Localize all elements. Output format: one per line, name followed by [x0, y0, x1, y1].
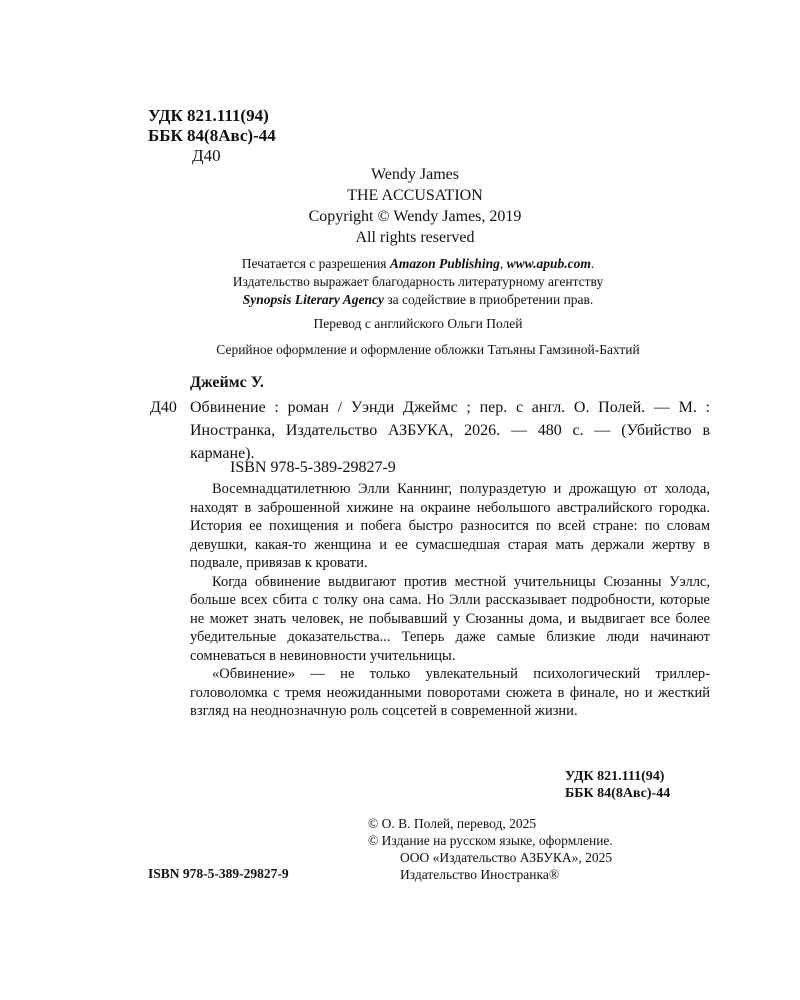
permission-line-2: Издательство выражает благодарность литературному агентству: [232, 274, 604, 289]
design-credit: Серийное оформление и оформление обложки Татьяны Гамзиной-Бахтий: [216, 342, 640, 357]
agency-text: за содействие в приобретении прав.: [383, 292, 594, 307]
catalog-author: Джеймс У.: [190, 374, 264, 391]
publisher-copyright: ООО «Издательство АЗБУКА», 2025: [400, 850, 613, 865]
classification-codes-top: [148, 106, 276, 166]
translator-credit: Перевод с английского Ольги Полей: [313, 316, 523, 331]
catalog-code: Д40: [150, 399, 177, 416]
permission-line-3: [148, 291, 688, 309]
rights-reserved: All rights reserved: [355, 229, 475, 246]
bbk-code-bottom: ББК 84(8Авс)-44: [565, 786, 671, 801]
imprint-trademark: Издательство Иностранка®: [400, 867, 560, 882]
agency-name: Synopsis Literary Agency: [242, 292, 384, 307]
permission-line-1: [148, 255, 688, 273]
bibliographic-description: Обвинение : роман / Уэнди Джеймс ; пер. с англ. О. Полей. — М. : Иностранка, Издательство АЗБУКА, 2026. — 480 с. — (Убийство в кармане).: [190, 399, 710, 462]
edition-copyright: © Издание на русском языке, оформление.: [368, 833, 613, 848]
original-author: Wendy James: [370, 166, 460, 183]
annotation: [190, 480, 710, 721]
permission-text: Печатается с разрешения: [241, 256, 390, 271]
udk-code: УДК 821.111(94): [148, 106, 269, 125]
author-index: Д40: [192, 146, 221, 165]
annotation-paragraph: Восемнадцатилетнюю Элли Каннинг, полураздетую и дрожащую от холода, находят в заброшенной хижине на окраине небольшого австралийского городка. История ее похищения и побега быстро разносится по всей стране: по словам девушки, какая-то женщина и ее сумасшедшая старая мать держали жертву в подвале, привязав к кровати.: [190, 481, 710, 571]
udk-code-bottom: УДК 821.111(94): [565, 769, 665, 784]
translation-copyright: © О. В. Полей, перевод, 2025: [368, 816, 537, 831]
annotation-paragraph: Когда обвинение выдвигают против местной учительницы Сюзанны Уэллс, больше всех сбита с толку она сама. Но Элли рассказывает подробности, которые не может знать человек, не побывавший у Сюзанны дома, и выдвигает все более убедительные доказательства... Теперь даже самые близкие люди начинают сомневаться в невиновности учительницы.: [190, 573, 710, 664]
separator: ,: [499, 256, 507, 271]
bibliographic-record: [150, 396, 710, 465]
annotation-paragraph: «Обвинение» — не только увлекательный психологический триллер-головоломка с тремя неожиданными поворотами сюжета в финале, но и жесткий взгляд на неоднозначную роль соцсетей в современной жизни.: [190, 666, 710, 719]
classification-codes-bottom: [565, 768, 670, 802]
original-copyright: Copyright © Wendy James, 2019: [308, 208, 522, 225]
bbk-code: ББК 84(8Авс)-44: [148, 126, 276, 145]
permission-notice: [148, 255, 688, 309]
isbn-record: ISBN 978-5-389-29827-9: [230, 459, 396, 476]
publisher-name: Amazon Publishing: [389, 256, 500, 271]
copyright-notices: [368, 815, 613, 883]
isbn-bottom: ISBN 978-5-389-29827-9: [148, 866, 289, 881]
original-title: THE ACCUSATION: [347, 187, 483, 204]
period: .: [590, 256, 595, 271]
original-edition-info: [150, 164, 680, 248]
publisher-url: www.apub.com: [506, 256, 591, 271]
